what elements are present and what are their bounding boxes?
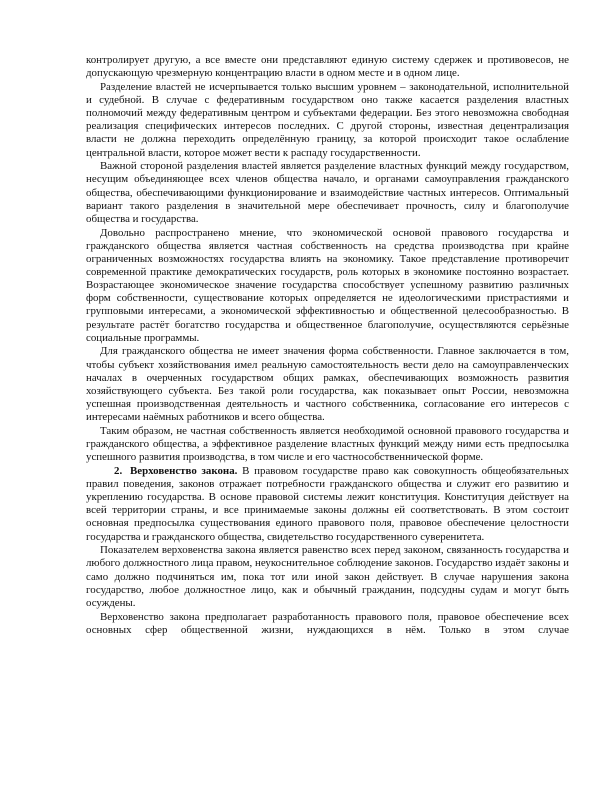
section-number: 2. — [114, 464, 123, 477]
paragraph-7 — [86, 465, 569, 544]
paragraph-6: Таким образом, не частная собственность является необходимой основной правового государства и гражданского общества, а эффективное разделение властных функций между ними есть предпосылка успешного развития производства, в том числе и его частнособственнической форме. — [86, 424, 569, 464]
paragraph-3: Важной стороной разделения властей является разделение властных функций между государством, несущим объединяющее всех членов общества начало, и органами самоуправления гражданского общества, обеспечивающими функционирование и взаимодействие частных интересов. Оптимальный вариант такого разделения в значительной мере обеспечивает прочность, силу и благополучие общества и государства. — [86, 160, 569, 225]
paragraph-5: Для гражданского общества не имеет значения форма собственности. Главное заключается в том, чтобы субъект хозяйствования имел реальную самостоятельность вести дело на самоуправленческих началах в очерченных государством общих рамках, обеспечивающих возможность развития хозяйствующего субъекта. Без такой роли государства, как показывает опыт России, невозможна успешная производственная деятельность и частного собственника, согласование его интересов с интересами наёмных работников и всего общества. — [86, 345, 569, 424]
paragraph-9: Верховенство закона предполагает разработанность правового поля, правовое обеспечение всех основных сфер общественной жизни, нуждающихся в нём. Только в этом случае — [86, 610, 569, 636]
paragraph-8: Показателем верховенства закона является равенство всех перед законом, связанность государства и любого должностного лица правом, неукоснительное соблюдение законов. Государство издаёт законы и само должно подчиняться им, пока тот или иной закон действует. В случае нарушения закона государство, любое должностное лицо, как и обычный гражданин, подсудны судам и могут быть осуждены. — [86, 544, 569, 609]
paragraph-4: Довольно распространено мнение, что экономической основой правового государства и гражданского общества является частная собственность на средства производства при крайне ограниченных возможностях государства влиять на экономику. Такое представление противоречит современной практике демократических государств, роль которых в экономике постоянно возрастает. Возрастающее экономическое значение государства способствует успешному развитию различных форм собственности, существование которых определяется не идеологическими пристрастиями и групповыми интересами, а экономической эффективностью и общественной целесообразностью. В результате растёт богатство государства и общественное благополучие, осуществляются серьёзные социальные программы. — [86, 226, 569, 344]
paragraph-2: Разделение властей не исчерпывается только высшим уровнем – законодательной, исполнительной и судебной. В случае с федеративным государством оно также касается разделения властных полномочий между федеративным центром и субъектами федерации. Без этого невозможна свободная реализация специфических интересов последних. С другой стороны, известная децентрализация власти не должна переходить определённую границу, за которой происходит такое ослабление центральной власти, которое может вести к распаду государственности. — [86, 80, 569, 159]
section-body: В правовом государстве право как совокупность общеобязательных правил поведения, законов отражает потребности гражданского общества и служит его развитию и укреплению государства. В основе правовой системы лежит конституция. Конституция действует на всей территории страны, и все принимаемые законы должны ей соответствовать. В этом состоит основная предпосылка существования единого правового поля, правовое обеспечение целостности государства и гражданского общества, свидетельство государственного суверенитета. — [86, 464, 569, 543]
section-heading: Верховенство закона. — [130, 464, 238, 477]
paragraph-1: контролирует другую, а все вместе они представляют единую систему сдержек и противовесов, не допускающую чрезмерную концентрацию власти в одном месте и в одном лице. — [86, 54, 569, 80]
